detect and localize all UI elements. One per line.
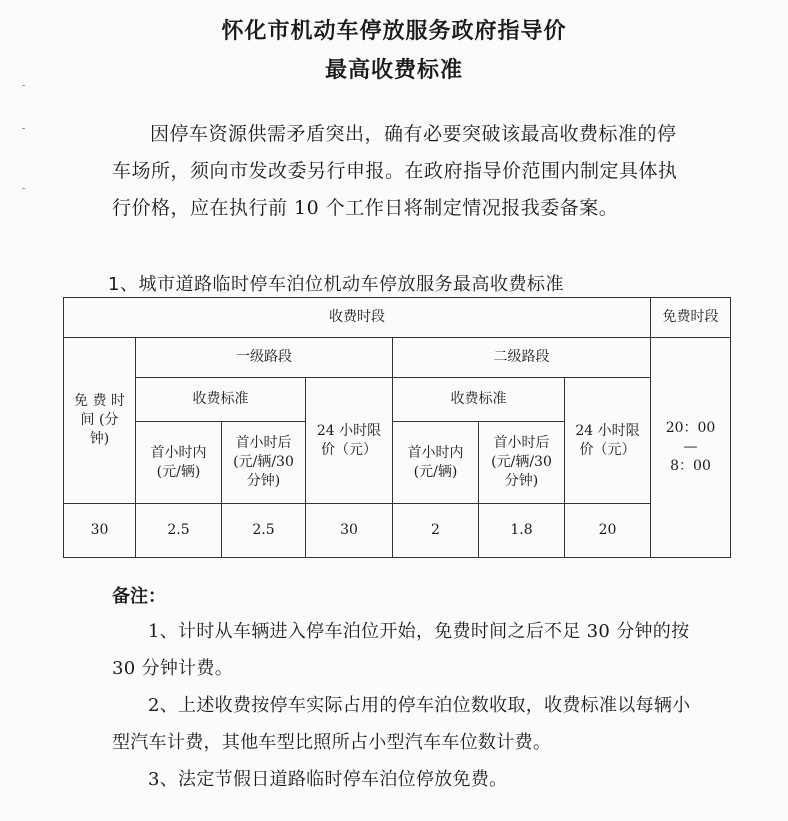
scan-mark xyxy=(22,128,25,129)
level2-after-hour-value: 1.8 xyxy=(479,504,565,558)
scan-mark xyxy=(22,85,25,86)
notes-heading: 备注： xyxy=(112,586,166,607)
fee-table xyxy=(63,297,731,558)
note-3: 3、法定节假日道路临时停车泊位停放免费。 xyxy=(148,769,508,790)
cap24-header-1: 24 小时限价（元） xyxy=(306,378,393,504)
level1-after-hour-value: 2.5 xyxy=(222,504,306,558)
section-heading: 1、城市道路临时停车泊位机动车停放服务最高收费标准 xyxy=(108,274,564,295)
level2-header: 二级路段 xyxy=(393,338,651,378)
level2-first-hour-value: 2 xyxy=(393,504,479,558)
intro-paragraph: 因停车资源供需矛盾突出，确有必要突破该最高收费标准的停车场所，须向市发改委另行申报。在政府指导价范围内制定具体执行价格，应在执行前 10 个工作日将制定情况报我委备案。 xyxy=(112,123,678,219)
free-time-range xyxy=(651,338,731,558)
first-hour-header-2: 首小时内(元/辆) xyxy=(393,422,479,504)
cap24-header-2: 24 小时限价（元） xyxy=(565,378,651,504)
level1-header: 一级路段 xyxy=(136,338,393,378)
first-hour-header-1: 首小时内(元/辆) xyxy=(136,422,222,504)
free-end: 8：00 xyxy=(670,458,711,474)
free-period-header: 免费时段 xyxy=(651,298,731,338)
free-start: 20：00 xyxy=(665,420,716,436)
fee-standard-header-2: 收费标准 xyxy=(393,378,565,422)
note-2: 2、上述收费按停车实际占用的停车泊位数收取，收费标准以每辆小型汽车计费，其他车型比照所占小型汽车车位数计费。 xyxy=(112,695,691,753)
free-minutes-value: 30 xyxy=(64,504,136,558)
fee-standard-header-1: 收费标准 xyxy=(136,378,306,422)
level1-cap24-value: 30 xyxy=(306,504,393,558)
free-dash: — xyxy=(683,439,698,455)
note-1: 1、计时从车辆进入停车泊位开始，免费时间之后不足 30 分钟的按 30 分钟计费。 xyxy=(112,621,690,679)
free-minutes-header: 免 费 时 间 (分钟) xyxy=(64,338,136,504)
document-title: 怀化市机动车停放服务政府指导价 xyxy=(221,19,567,44)
level2-cap24-value: 20 xyxy=(565,504,651,558)
after-first-hour-header-1: 首小时后(元/辆/30 分钟) xyxy=(222,422,306,504)
after-first-hour-header-2: 首小时后(元/辆/30 分钟) xyxy=(479,422,565,504)
charge-period-header: 收费时段 xyxy=(64,298,651,338)
scan-mark xyxy=(22,188,25,189)
document-subtitle: 最高收费标准 xyxy=(324,58,463,83)
level1-first-hour-value: 2.5 xyxy=(136,504,222,558)
